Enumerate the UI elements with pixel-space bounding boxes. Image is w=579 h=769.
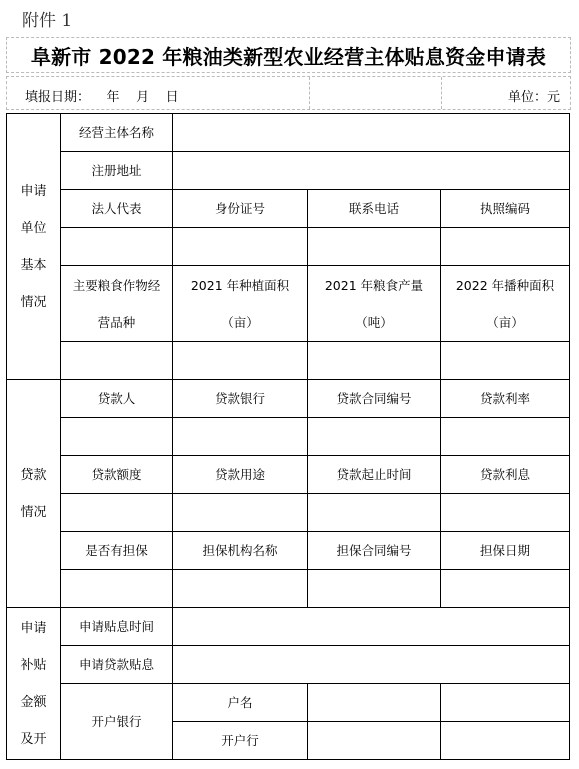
cell-line: （亩）: [221, 314, 259, 330]
label-bank: 开户银行: [61, 684, 173, 760]
header-guarantee-contract-no: 担保合同编号: [308, 532, 441, 570]
application-table: [6, 113, 570, 760]
title-box: [6, 37, 571, 73]
header-has-guarantee: 是否有担保: [61, 532, 173, 570]
field-guarantee-contract-no[interactable]: [308, 570, 441, 608]
header-area-2022: [441, 266, 570, 342]
side-text: 贷款: [20, 467, 47, 483]
cell-line: （吨）: [355, 314, 393, 330]
cell-line: 2021 年种植面积: [190, 277, 290, 293]
header-main-crop: [61, 266, 173, 342]
header-guarantor-name: 担保机构名称: [173, 532, 308, 570]
field-guarantee-date[interactable]: [441, 570, 570, 608]
field-legal-rep[interactable]: [61, 228, 173, 266]
field-loan-purpose[interactable]: [173, 494, 308, 532]
field-bank-branch[interactable]: [308, 722, 441, 760]
field-guarantor-name[interactable]: [173, 570, 308, 608]
header-loan-amount: 贷款额度: [61, 456, 173, 494]
field-yield-2021[interactable]: [308, 342, 441, 380]
section-loan-info: [7, 380, 61, 608]
field-has-guarantee[interactable]: [61, 570, 173, 608]
label-account-name: 户名: [173, 684, 308, 722]
label-reg-address: 注册地址: [61, 152, 173, 190]
side-text: 及开: [20, 731, 47, 747]
field-id-number[interactable]: [173, 228, 308, 266]
label-apply-time: 申请贴息时间: [61, 608, 173, 646]
field-borrower[interactable]: [61, 418, 173, 456]
date-units: 年 月 日: [106, 90, 179, 105]
header-phone: 联系电话: [308, 190, 441, 228]
header-loan-period: 贷款起止时间: [308, 456, 441, 494]
field-main-crop[interactable]: [61, 342, 173, 380]
field-loan-period[interactable]: [308, 494, 441, 532]
date-divider: [441, 77, 442, 109]
side-text: 补贴: [20, 657, 47, 673]
header-loan-bank: 贷款银行: [173, 380, 308, 418]
side-text: 申请: [20, 620, 47, 636]
field-loan-interest[interactable]: [441, 494, 570, 532]
fill-date: [25, 86, 179, 105]
side-text: 单位: [20, 220, 47, 236]
field-area-2022[interactable]: [441, 342, 570, 380]
attachment-label: 附件 1: [22, 11, 73, 31]
header-legal-rep: 法人代表: [61, 190, 173, 228]
cell-line: 2022 年播种面积: [455, 277, 555, 293]
cell-line: 2021 年粮食产量: [324, 277, 424, 293]
header-guarantee-date: 担保日期: [441, 532, 570, 570]
unit-label: 单位：元: [507, 90, 560, 105]
header-loan-interest: 贷款利息: [441, 456, 570, 494]
date-bar: [6, 76, 571, 110]
field-area-2021[interactable]: [173, 342, 308, 380]
header-loan-contract-no: 贷款合同编号: [308, 380, 441, 418]
field-entity-name[interactable]: [173, 114, 570, 152]
cell-line: 主要粮食作物经: [72, 277, 161, 293]
field-phone[interactable]: [308, 228, 441, 266]
field-loan-contract-no[interactable]: [308, 418, 441, 456]
field-apply-interest[interactable]: [173, 646, 570, 684]
label-bank-branch: 开户行: [173, 722, 308, 760]
field-license[interactable]: [441, 228, 570, 266]
section-subsidy-bank: [7, 608, 61, 760]
field-loan-amount[interactable]: [61, 494, 173, 532]
label-entity-name: 经营主体名称: [61, 114, 173, 152]
header-yield-2021: [308, 266, 441, 342]
field-loan-rate[interactable]: [441, 418, 570, 456]
header-loan-rate: 贷款利率: [441, 380, 570, 418]
date-label: 填报日期：: [25, 90, 91, 105]
form-title: 阜新市 2022 年粮油类新型农业经营主体贴息资金申请表: [30, 44, 547, 69]
field-bank-branch-extra[interactable]: [441, 722, 570, 760]
field-account-name-extra[interactable]: [441, 684, 570, 722]
side-text: 情况: [20, 504, 47, 520]
side-text: 基本: [20, 257, 47, 273]
side-text: 申请: [20, 183, 47, 199]
cell-line: 营品种: [97, 314, 136, 330]
header-borrower: 贷款人: [61, 380, 173, 418]
date-divider: [309, 77, 310, 109]
side-text: 金额: [20, 694, 47, 710]
field-reg-address[interactable]: [173, 152, 570, 190]
header-loan-purpose: 贷款用途: [173, 456, 308, 494]
section-applicant-info: [7, 114, 61, 380]
cell-line: （亩）: [486, 314, 524, 330]
header-area-2021: [173, 266, 308, 342]
header-license: 执照编码: [441, 190, 570, 228]
header-id-number: 身份证号: [173, 190, 308, 228]
field-loan-bank[interactable]: [173, 418, 308, 456]
field-account-name[interactable]: [308, 684, 441, 722]
side-text: 情况: [20, 294, 47, 310]
field-apply-time[interactable]: [173, 608, 570, 646]
label-apply-interest: 申请贷款贴息: [61, 646, 173, 684]
